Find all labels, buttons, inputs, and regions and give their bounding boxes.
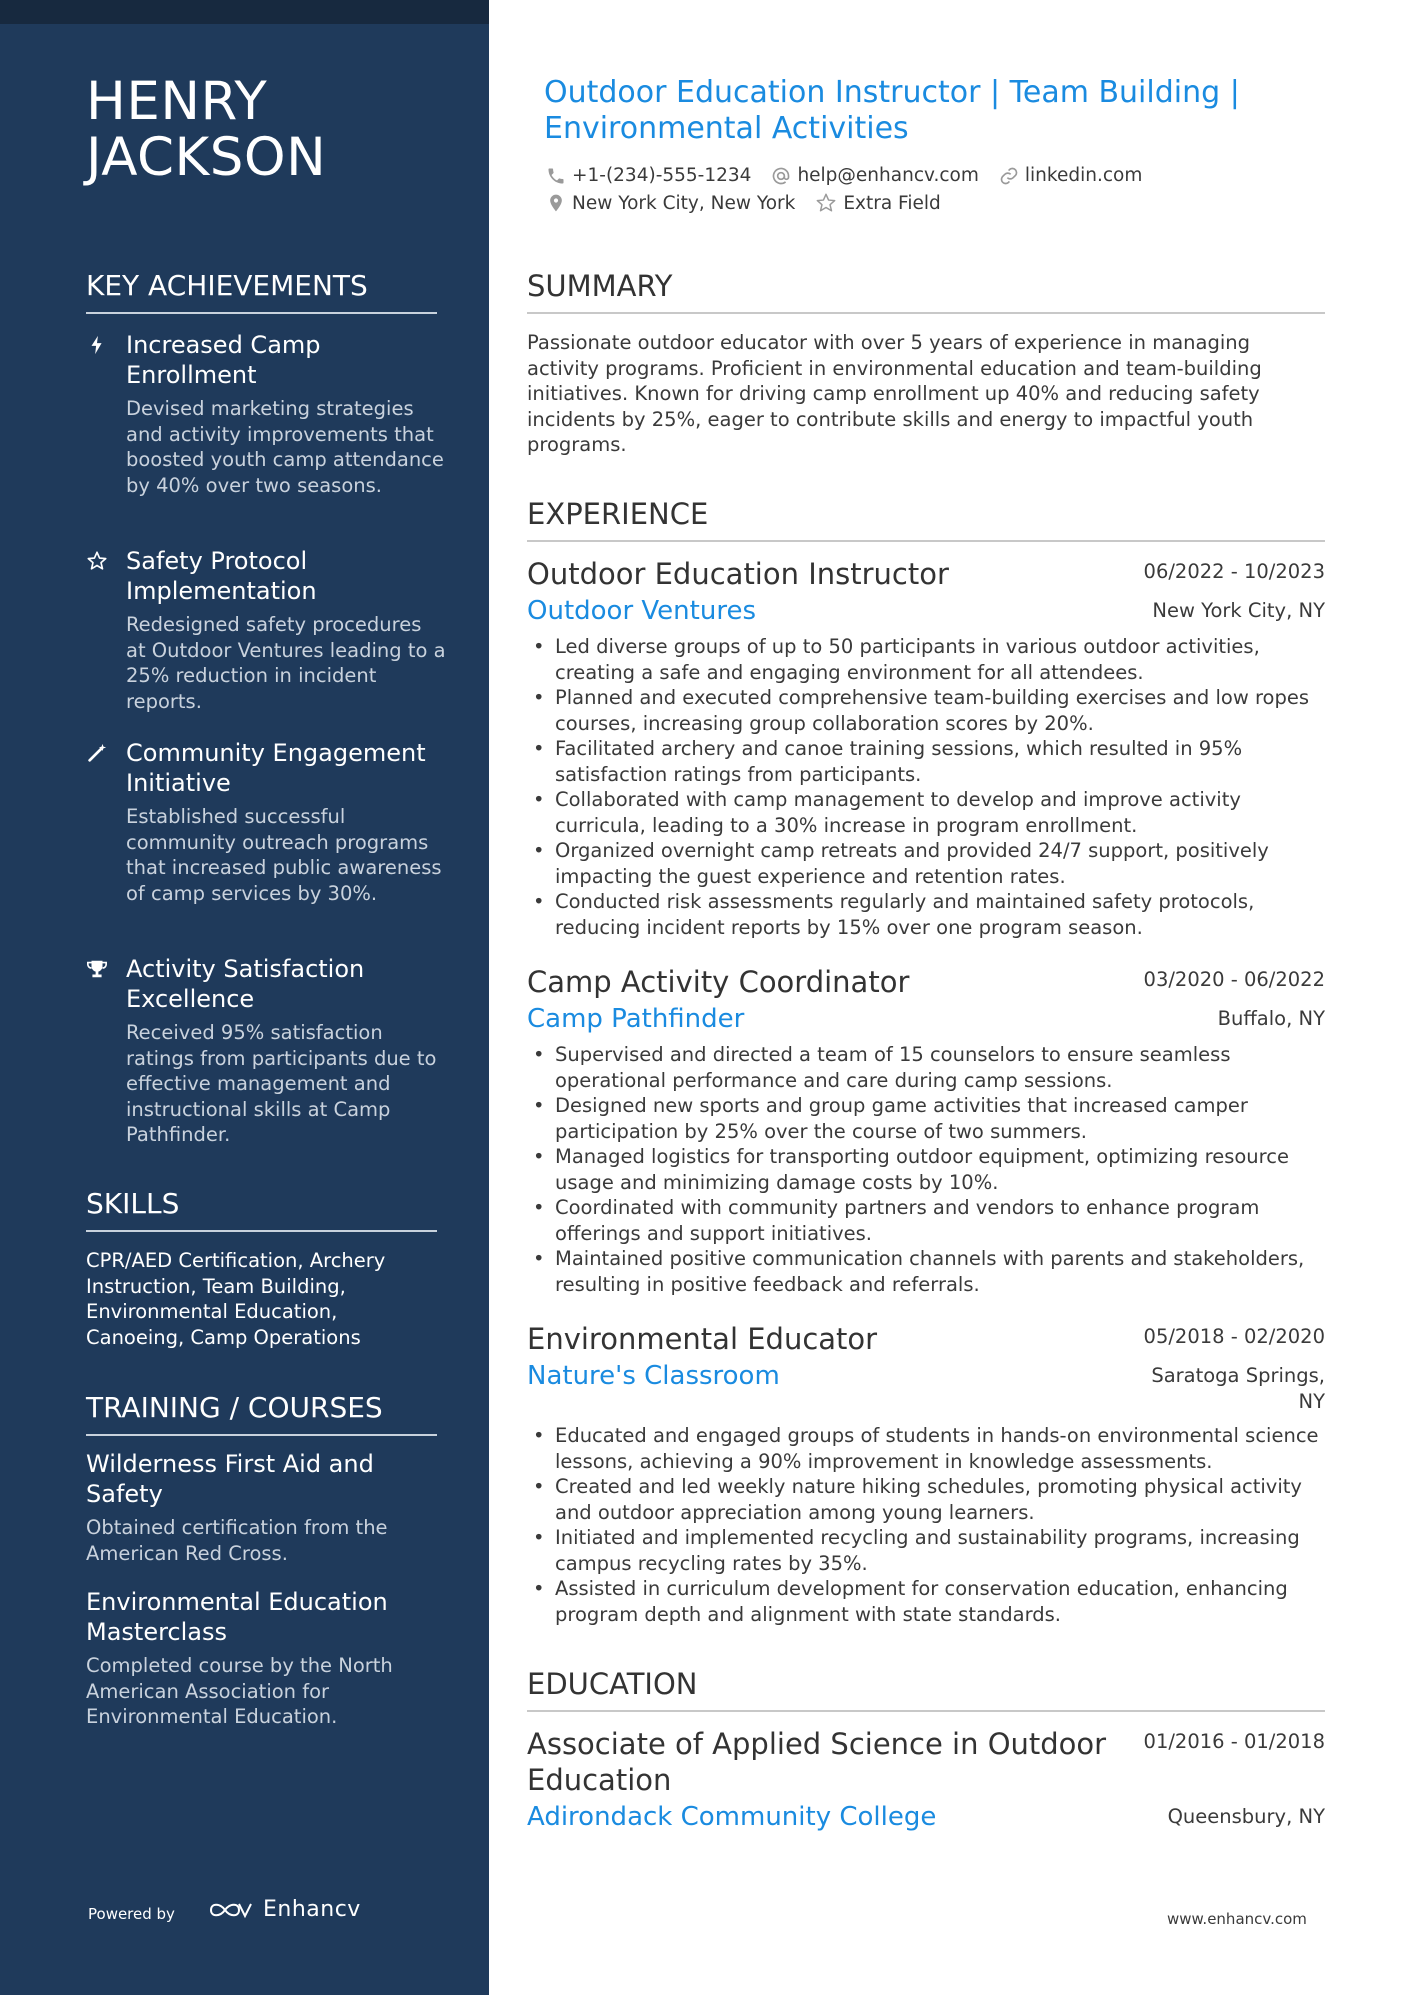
star-outline-icon xyxy=(815,192,837,214)
sidebar xyxy=(0,0,489,1995)
job-title: Camp Activity Coordinator xyxy=(527,965,910,999)
sidebar-top-bar xyxy=(0,0,489,24)
education-entry xyxy=(527,1726,1325,1840)
linkedin-text: linkedin.com xyxy=(1024,165,1143,186)
extra-field-contact xyxy=(815,192,940,214)
job-entry xyxy=(527,556,1325,940)
enhancv-logo xyxy=(207,1897,361,1922)
email-contact[interactable] xyxy=(771,165,978,186)
achievement-item xyxy=(86,954,446,1148)
summary-text: Passionate outdoor educator with over 5 years of experience in managing activity programs. Proficient in environmental education and team-building initiatives. Known for driving camp enrollment up 40% and reducing safety incidents by 25%, eager to contribute skills and energy to impactful youth programs. xyxy=(527,331,1262,456)
trophy-icon xyxy=(86,958,108,980)
achievement-item xyxy=(86,738,446,906)
job-bullets xyxy=(527,634,1325,940)
job-location: Buffalo, NY xyxy=(1217,1007,1325,1030)
footer-url[interactable]: www.enhancv.com xyxy=(1167,1910,1307,1928)
at-sign-icon xyxy=(771,166,791,186)
skills-heading: SKILLS xyxy=(86,1186,437,1232)
job-bullet: • Conducted risk assessments regularly and maintained safety protocols, reducing incident reports by 15% over one program season. xyxy=(527,889,1325,940)
job-bullet: • Initiated and implemented recycling and sustainability programs, increasing campus recycling rates by 35%. xyxy=(527,1525,1325,1576)
job-location: Saratoga Springs, NY xyxy=(1151,1364,1325,1413)
job-bullet: • Collaborated with camp management to develop and improve activity curricula, leading to a 30% increase in program enrollment. xyxy=(527,787,1325,838)
job-company: Outdoor Ventures xyxy=(527,596,756,626)
job-company: Camp Pathfinder xyxy=(527,1004,745,1034)
achievement-title: Community Engagement Initiative xyxy=(126,739,426,797)
phone-icon xyxy=(546,166,566,186)
course-item xyxy=(86,1587,426,1730)
education-heading: EDUCATION xyxy=(527,1666,1325,1712)
extra-field-text: Extra Field xyxy=(843,192,941,214)
achievement-desc: Redesigned safety procedures at Outdoor Ventures leading to a 25% reduction in incident reports. xyxy=(126,613,446,713)
location-contact xyxy=(546,193,795,214)
job-bullet: • Educated and engaged groups of students in hands-on environmental science lessons, achieving a 90% improvement in knowledge assessments. xyxy=(527,1423,1325,1474)
course-title: Wilderness First Aid and Safety xyxy=(86,1450,374,1508)
skills-list: CPR/AED Certification, Archery Instruction, Team Building, Environmental Education, Canoeing, Camp Operations xyxy=(86,1249,386,1349)
contact-row-1 xyxy=(546,165,1162,186)
phone-contact xyxy=(546,165,751,186)
training-heading: TRAINING / COURSES xyxy=(86,1390,437,1436)
school-location: Queensbury, NY xyxy=(1167,1805,1325,1828)
job-bullet: • Facilitated archery and canoe training sessions, which resulted in 95% satisfaction ratings from participants. xyxy=(527,736,1325,787)
job-bullet: • Led diverse groups of up to 50 participants in various outdoor activities, creating a safe and engaging environment for all attendees. xyxy=(527,634,1325,685)
map-pin-icon xyxy=(546,193,566,213)
phone-text: +1-(234)-555-1234 xyxy=(572,165,752,186)
job-title: Environmental Educator xyxy=(527,1322,878,1356)
job-dates: 06/2022 - 10/2023 xyxy=(1143,560,1325,583)
job-bullet: • Organized overnight camp retreats and provided 24/7 support, positively impacting the guest experience and retention rates. xyxy=(527,838,1325,889)
achievement-desc: Devised marketing strategies and activity improvements that boosted youth camp attendance by 40% over two seasons. xyxy=(126,397,444,497)
enhancv-logo-icon xyxy=(207,1898,253,1922)
magic-wand-icon xyxy=(86,742,108,764)
contact-row-2 xyxy=(546,192,961,214)
resume-headline: Outdoor Education Instructor | Team Building | Environmental Activities xyxy=(544,75,1240,146)
degree-title: Associate of Applied Science in Outdoor Education xyxy=(527,1727,1107,1797)
link-icon xyxy=(999,166,1019,186)
job-title: Outdoor Education Instructor xyxy=(527,557,949,591)
job-entry xyxy=(527,964,1325,1297)
job-bullet: • Designed new sports and group game activities that increased camper participation by 25% over the course of two summers. xyxy=(527,1093,1325,1144)
achievement-title: Activity Satisfaction Excellence xyxy=(126,955,365,1013)
achievements-heading: KEY ACHIEVEMENTS xyxy=(86,268,437,314)
job-bullet: • Coordinated with community partners and vendors to enhance program offerings and support initiatives. xyxy=(527,1195,1325,1246)
course-item xyxy=(86,1449,426,1566)
job-bullet: • Maintained positive communication channels with parents and stakeholders, resulting in positive feedback and referrals. xyxy=(527,1246,1325,1297)
achievement-title: Safety Protocol Implementation xyxy=(126,547,317,605)
job-company: Nature's Classroom xyxy=(527,1361,780,1391)
course-title: Environmental Education Masterclass xyxy=(86,1588,388,1646)
experience-heading: EXPERIENCE xyxy=(527,496,1325,542)
education-dates: 01/2016 - 01/2018 xyxy=(1143,1730,1325,1753)
course-desc: Obtained certification from the American Red Cross. xyxy=(86,1516,388,1565)
candidate-name: HENRY JACKSON xyxy=(86,71,327,188)
achievement-desc: Received 95% satisfaction ratings from participants due to effective management and instructional skills at Camp Pathfinder. xyxy=(126,1021,437,1146)
job-bullets xyxy=(527,1042,1325,1297)
job-bullet: • Managed logistics for transporting outdoor equipment, optimizing resource usage and minimizing damage costs by 10%. xyxy=(527,1144,1325,1195)
achievement-desc: Established successful community outreach programs that increased public awareness of camp services by 30%. xyxy=(126,805,442,905)
job-dates: 05/2018 - 02/2020 xyxy=(1143,1325,1325,1348)
linkedin-contact[interactable] xyxy=(999,165,1142,186)
email-text: help@enhancv.com xyxy=(797,165,979,186)
job-entry xyxy=(527,1321,1325,1627)
job-bullets xyxy=(527,1423,1325,1627)
job-location: New York City, NY xyxy=(1152,599,1325,622)
achievement-item xyxy=(86,546,446,714)
course-desc: Completed course by the North American Association for Environmental Education. xyxy=(86,1654,393,1728)
job-bullet: • Assisted in curriculum development for conservation education, enhancing program depth and alignment with state standards. xyxy=(527,1576,1325,1627)
powered-by-label: Powered by xyxy=(88,1905,175,1923)
job-bullet: • Supervised and directed a team of 15 counselors to ensure seamless operational performance and care during camp sessions. xyxy=(527,1042,1325,1093)
bolt-icon xyxy=(86,334,108,356)
job-dates: 03/2020 - 06/2022 xyxy=(1143,968,1325,991)
enhancv-brand-name: Enhancv xyxy=(263,1897,361,1922)
location-text: New York City, New York xyxy=(572,192,796,214)
school-name: Adirondack Community College xyxy=(527,1802,937,1832)
summary-heading: SUMMARY xyxy=(527,268,1325,314)
achievement-item xyxy=(86,330,446,498)
job-bullet: • Created and led weekly nature hiking schedules, promoting physical activity and outdoor appreciation among young learners. xyxy=(527,1474,1325,1525)
job-bullet: • Planned and executed comprehensive team-building exercises and low ropes courses, increasing group collaboration scores by 20%. xyxy=(527,685,1325,736)
star-icon xyxy=(86,550,108,572)
achievement-title: Increased Camp Enrollment xyxy=(126,331,321,389)
